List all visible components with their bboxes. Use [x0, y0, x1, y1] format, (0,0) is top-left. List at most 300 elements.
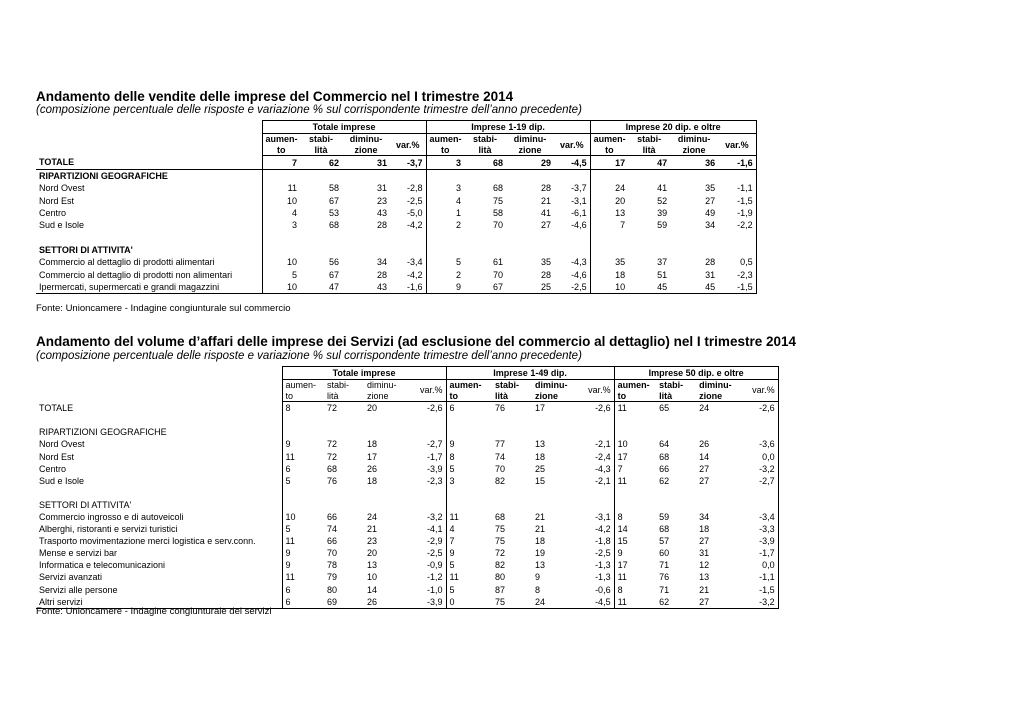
value-cell: 11: [446, 571, 492, 583]
table-row: [36, 559, 778, 571]
table-row: [36, 450, 778, 462]
value-cell: -3,2: [742, 463, 778, 475]
value-cell: 52: [657, 195, 668, 206]
group-header: Totale imprese: [262, 121, 426, 134]
value-cell: 11: [282, 571, 324, 583]
row-label: Nord Ovest: [39, 439, 85, 450]
value-cell: -1,6: [718, 156, 756, 169]
value-cell: 87: [495, 584, 506, 595]
value-cell: 58: [493, 207, 504, 218]
value-cell: -3,1: [571, 195, 587, 206]
value-cell: 43: [376, 207, 387, 218]
value-cell: 27: [699, 475, 710, 486]
row-label: Servizi avanzati: [39, 572, 103, 583]
value-cell: [554, 231, 590, 243]
value-cell: 34: [699, 511, 710, 522]
value-cell: [742, 487, 778, 499]
value-cell: 74: [495, 451, 506, 462]
value-cell: [696, 499, 742, 511]
value-cell: 35: [541, 257, 552, 268]
value-cell: 11: [614, 402, 656, 415]
row-label: Informatica e telecomunicazioni: [39, 560, 166, 571]
column-header: diminu- zione: [364, 380, 410, 402]
value-cell: 8: [446, 450, 492, 462]
value-cell: 28: [541, 269, 552, 280]
value-cell: -1,2: [427, 572, 443, 583]
value-cell: -2,2: [718, 219, 756, 231]
value-cell: 0,0: [742, 450, 778, 462]
value-cell: [464, 169, 506, 182]
value-cell: 18: [535, 536, 546, 547]
value-cell: -4,5: [578, 596, 614, 609]
value-cell: [670, 244, 718, 256]
value-cell: -1,7: [742, 547, 778, 559]
value-cell: [262, 169, 300, 182]
value-cell: 10: [367, 572, 378, 583]
value-cell: -1,9: [718, 207, 756, 219]
value-cell: 68: [495, 511, 506, 522]
value-cell: [614, 499, 656, 511]
value-cell: -2,3: [718, 268, 756, 280]
value-cell: -3,9: [410, 596, 446, 609]
value-cell: -5,0: [407, 207, 423, 218]
value-cell: 28: [705, 257, 716, 268]
value-cell: 17: [614, 559, 656, 571]
row-label: Nord Ovest: [39, 183, 85, 194]
value-cell: 17: [535, 403, 546, 414]
value-cell: 58: [328, 183, 339, 194]
column-header: stabi- lità: [492, 380, 532, 402]
value-cell: [300, 244, 342, 256]
value-cell: -0,9: [427, 560, 443, 571]
value-cell: [718, 244, 756, 256]
table-row: [36, 414, 778, 426]
value-cell: 68: [327, 463, 338, 474]
value-cell: [492, 499, 532, 511]
value-cell: -4,3: [595, 463, 611, 474]
value-cell: 6: [446, 402, 492, 415]
value-cell: 10: [614, 438, 656, 450]
table-row: [36, 511, 778, 523]
commerce-table-title: Andamento delle vendite delle imprese del Commercio nel I trimestre 2014: [36, 89, 514, 104]
value-cell: 49: [705, 207, 716, 218]
value-cell: -3,7: [390, 156, 426, 169]
value-cell: 11: [282, 535, 324, 547]
value-cell: 68: [464, 156, 506, 169]
value-cell: -1,6: [390, 281, 426, 294]
value-cell: -1,3: [595, 572, 611, 583]
row-label: Nord Est: [39, 195, 75, 206]
value-cell: 79: [327, 572, 338, 583]
value-cell: 64: [659, 439, 670, 450]
value-cell: 0,5: [718, 256, 756, 268]
value-cell: 71: [659, 584, 670, 595]
value-cell: 60: [659, 548, 670, 559]
value-cell: 11: [614, 571, 656, 583]
value-cell: 68: [328, 220, 339, 231]
value-cell: 7: [614, 463, 656, 475]
value-cell: -4,2: [595, 524, 611, 535]
value-cell: 24: [590, 182, 628, 194]
value-cell: 82: [495, 560, 506, 571]
column-header: var.%: [578, 380, 614, 402]
value-cell: 47: [628, 156, 670, 169]
value-cell: 11: [262, 182, 300, 194]
value-cell: 72: [327, 451, 338, 462]
table-row: [36, 256, 756, 268]
table-row: [36, 402, 778, 415]
value-cell: -4,6: [571, 220, 587, 231]
value-cell: 47: [300, 281, 342, 294]
value-cell: 28: [541, 183, 552, 194]
value-cell: [410, 426, 446, 438]
value-cell: [426, 231, 464, 243]
value-cell: [300, 231, 342, 243]
table-row: [36, 571, 778, 583]
commerce-sales-table: [36, 120, 757, 294]
value-cell: 10: [262, 256, 300, 268]
value-cell: [742, 426, 778, 438]
value-cell: [342, 231, 390, 243]
commerce-table-subtitle: (composizione percentuale delle risposte e variazione % sul corrispondente trimestre dell’anno precedente): [36, 104, 582, 116]
value-cell: [656, 426, 696, 438]
value-cell: [628, 169, 670, 182]
value-cell: 3: [446, 475, 492, 487]
value-cell: [718, 169, 756, 182]
value-cell: 21: [535, 511, 546, 522]
value-cell: 25: [506, 281, 554, 294]
value-cell: 31: [376, 183, 387, 194]
value-cell: 80: [495, 572, 506, 583]
value-cell: [492, 414, 532, 426]
value-cell: [426, 244, 464, 256]
row-label: Centro: [39, 207, 67, 218]
value-cell: 13: [535, 439, 546, 450]
value-cell: 75: [492, 596, 532, 609]
value-cell: -2,6: [742, 402, 778, 415]
value-cell: -3,2: [742, 596, 778, 609]
value-cell: 34: [705, 220, 716, 231]
value-cell: 18: [590, 268, 628, 280]
value-cell: 21: [541, 195, 552, 206]
value-cell: 26: [699, 439, 710, 450]
value-cell: 37: [657, 257, 668, 268]
value-cell: 18: [699, 524, 710, 535]
value-cell: 8: [535, 584, 541, 595]
value-cell: [614, 414, 656, 426]
row-label: Sud e Isole: [39, 220, 85, 231]
value-cell: 28: [376, 269, 387, 280]
value-cell: 17: [590, 156, 628, 169]
row-label: SETTORI DI ATTIVITA': [39, 499, 132, 510]
table-row: [36, 194, 756, 206]
value-cell: 72: [495, 548, 506, 559]
value-cell: 13: [535, 560, 546, 571]
row-label: Commercio ingrosso e di autoveicoli: [39, 511, 184, 522]
value-cell: 5: [282, 523, 324, 535]
value-cell: 51: [657, 269, 668, 280]
value-cell: [656, 414, 696, 426]
value-cell: [390, 169, 426, 182]
row-label: Centro: [39, 463, 67, 474]
value-cell: 23: [376, 195, 387, 206]
value-cell: 71: [659, 560, 670, 571]
value-cell: -2,5: [554, 281, 590, 294]
services-turnover-table: [36, 366, 779, 609]
table-row: [36, 487, 778, 499]
value-cell: -3,3: [742, 523, 778, 535]
value-cell: [554, 244, 590, 256]
value-cell: 61: [493, 257, 504, 268]
value-cell: [446, 487, 492, 499]
value-cell: [262, 231, 300, 243]
value-cell: -3,2: [427, 511, 443, 522]
value-cell: [578, 426, 614, 438]
value-cell: [410, 499, 446, 511]
table-row: [36, 231, 756, 243]
value-cell: [656, 487, 696, 499]
value-cell: [532, 414, 578, 426]
value-cell: 5: [446, 584, 492, 596]
value-cell: 11: [282, 450, 324, 462]
value-cell: 34: [376, 257, 387, 268]
value-cell: [492, 426, 532, 438]
value-cell: 74: [327, 524, 338, 535]
row-label: Alberghi, ristoranti e servizi turistici: [39, 524, 178, 535]
value-cell: 6: [282, 584, 324, 596]
header-corner-cell: [36, 367, 282, 380]
value-cell: 11: [614, 596, 656, 609]
value-cell: 57: [659, 536, 670, 547]
value-cell: 10: [590, 281, 628, 294]
table-row: [36, 535, 778, 547]
column-header: stabi- lità: [656, 380, 696, 402]
value-cell: 4: [446, 523, 492, 535]
value-cell: [364, 414, 410, 426]
value-cell: 9: [282, 438, 324, 450]
value-cell: 14: [699, 451, 710, 462]
value-cell: 68: [659, 451, 670, 462]
value-cell: 72: [327, 403, 338, 414]
value-cell: 59: [657, 220, 668, 231]
value-cell: 39: [657, 207, 668, 218]
row-label: Mense e servizi bar: [39, 548, 118, 559]
value-cell: 67: [464, 281, 506, 294]
value-cell: 78: [327, 560, 338, 571]
value-cell: 70: [493, 220, 504, 231]
value-cell: 8: [282, 402, 324, 415]
services-table-title: Andamento del volume d’affari delle imprese dei Servizi (ad esclusione del commercio al dettaglio) nel I trimestre 2014: [36, 334, 796, 349]
value-cell: [390, 244, 426, 256]
services-table-subtitle: (composizione percentuale delle risposte e variazione % sul corrispondente trimestre dell’anno precedente): [36, 350, 582, 362]
value-cell: [742, 499, 778, 511]
value-cell: 18: [367, 439, 378, 450]
value-cell: 2: [426, 219, 464, 231]
column-header: var.%: [554, 134, 590, 156]
value-cell: 26: [367, 463, 378, 474]
table-row: [36, 584, 778, 596]
table-row: [36, 499, 778, 511]
services-table-source: Fonte: Unioncamere - Indagine congiunturale dei servizi: [36, 606, 272, 617]
value-cell: [426, 169, 464, 182]
column-header: aumen- to: [614, 380, 656, 402]
value-cell: 72: [327, 439, 338, 450]
value-cell: 62: [656, 596, 696, 609]
group-header: Imprese 50 dip. e oltre: [614, 367, 778, 380]
value-cell: 27: [699, 463, 710, 474]
value-cell: 18: [535, 451, 546, 462]
value-cell: 5: [426, 256, 464, 268]
value-cell: 65: [659, 403, 670, 414]
value-cell: 9: [446, 438, 492, 450]
value-cell: [696, 426, 742, 438]
value-cell: [670, 169, 718, 182]
value-cell: -2,6: [595, 403, 611, 414]
value-cell: [324, 426, 364, 438]
value-cell: 5: [262, 268, 300, 280]
value-cell: -2,9: [427, 536, 443, 547]
value-cell: 4: [426, 194, 464, 206]
value-cell: [390, 231, 426, 243]
value-cell: 70: [495, 463, 506, 474]
value-cell: 66: [327, 511, 338, 522]
value-cell: [670, 231, 718, 243]
column-header: stabi- lità: [300, 134, 342, 156]
value-cell: -1,5: [742, 584, 778, 596]
value-cell: [696, 414, 742, 426]
value-cell: 80: [327, 584, 338, 595]
column-header: aumen- to: [282, 380, 324, 402]
value-cell: 3: [262, 219, 300, 231]
value-cell: 9: [614, 547, 656, 559]
value-cell: [446, 414, 492, 426]
value-cell: -6,1: [571, 207, 587, 218]
value-cell: 27: [541, 220, 552, 231]
value-cell: [506, 169, 554, 182]
value-cell: [300, 169, 342, 182]
value-cell: 1: [426, 207, 464, 219]
value-cell: -1,1: [718, 182, 756, 194]
value-cell: [410, 414, 446, 426]
value-cell: -2,1: [595, 439, 611, 450]
row-label: Commercio al dettaglio di prodotti alimentari: [39, 257, 215, 268]
value-cell: 3: [426, 182, 464, 194]
column-header: aumen- to: [446, 380, 492, 402]
value-cell: [578, 499, 614, 511]
row-label: TOTALE: [36, 156, 262, 169]
table-row: [36, 182, 756, 194]
value-cell: 66: [327, 536, 338, 547]
value-cell: 4: [262, 207, 300, 219]
value-cell: -2,1: [595, 475, 611, 486]
value-cell: 26: [364, 596, 410, 609]
value-cell: [614, 426, 656, 438]
column-header: aumen- to: [262, 134, 300, 156]
value-cell: 11: [446, 511, 492, 523]
value-cell: [628, 231, 670, 243]
value-cell: 13: [590, 207, 628, 219]
table-row: [36, 475, 778, 487]
value-cell: 70: [327, 548, 338, 559]
value-cell: 5: [446, 559, 492, 571]
value-cell: -1,5: [718, 281, 756, 294]
value-cell: 66: [659, 463, 670, 474]
value-cell: 20: [590, 194, 628, 206]
value-cell: -3,9: [427, 463, 443, 474]
table-row: [36, 268, 756, 280]
value-cell: [324, 414, 364, 426]
value-cell: 27: [696, 596, 742, 609]
value-cell: 8: [614, 511, 656, 523]
table-row: [36, 219, 756, 231]
value-cell: 11: [614, 475, 656, 487]
value-cell: -2,7: [742, 475, 778, 487]
value-cell: 36: [670, 156, 718, 169]
value-cell: 67: [328, 195, 339, 206]
value-cell: 27: [705, 195, 716, 206]
value-cell: -3,7: [571, 183, 587, 194]
value-cell: 76: [659, 572, 670, 583]
value-cell: 41: [541, 207, 552, 218]
column-header: var.%: [390, 134, 426, 156]
value-cell: [506, 231, 554, 243]
value-cell: -1,0: [427, 584, 443, 595]
value-cell: -3,1: [595, 511, 611, 522]
value-cell: -1,1: [742, 571, 778, 583]
table-row: [36, 463, 778, 475]
value-cell: 9: [535, 572, 541, 583]
value-cell: -1,8: [595, 536, 611, 547]
column-header: stabi- lità: [464, 134, 506, 156]
column-header: var.%: [718, 134, 756, 156]
table-row: [36, 426, 778, 438]
value-cell: -2,3: [427, 475, 443, 486]
value-cell: 70: [493, 269, 504, 280]
value-cell: 75: [495, 524, 506, 535]
column-header: diminu- zione: [670, 134, 718, 156]
row-label: RIPARTIZIONI GEOGRAFICHE: [39, 427, 167, 438]
column-header: diminu- zione: [342, 134, 390, 156]
value-cell: [614, 487, 656, 499]
value-cell: 24: [699, 403, 710, 414]
value-cell: 24: [532, 596, 578, 609]
value-cell: 82: [495, 475, 506, 486]
row-label: Commercio al dettaglio di prodotti non alimentari: [39, 269, 233, 280]
value-cell: [532, 426, 578, 438]
value-cell: [364, 487, 410, 499]
value-cell: -4,6: [571, 269, 587, 280]
value-cell: 25: [535, 463, 546, 474]
value-cell: 21: [367, 524, 378, 535]
value-cell: 7: [446, 535, 492, 547]
value-cell: 10: [282, 511, 324, 523]
value-cell: [282, 487, 324, 499]
row-label: [36, 487, 282, 499]
value-cell: [446, 426, 492, 438]
column-header: diminu- zione: [532, 380, 578, 402]
row-label: [36, 414, 282, 426]
value-cell: [696, 487, 742, 499]
column-header: aumen- to: [426, 134, 464, 156]
value-cell: 21: [535, 524, 546, 535]
table-row: [36, 438, 778, 450]
value-cell: 76: [495, 403, 506, 414]
value-cell: -0,6: [595, 584, 611, 595]
value-cell: 5: [282, 475, 324, 487]
value-cell: 7: [262, 156, 300, 169]
value-cell: 31: [699, 548, 710, 559]
value-cell: [578, 414, 614, 426]
